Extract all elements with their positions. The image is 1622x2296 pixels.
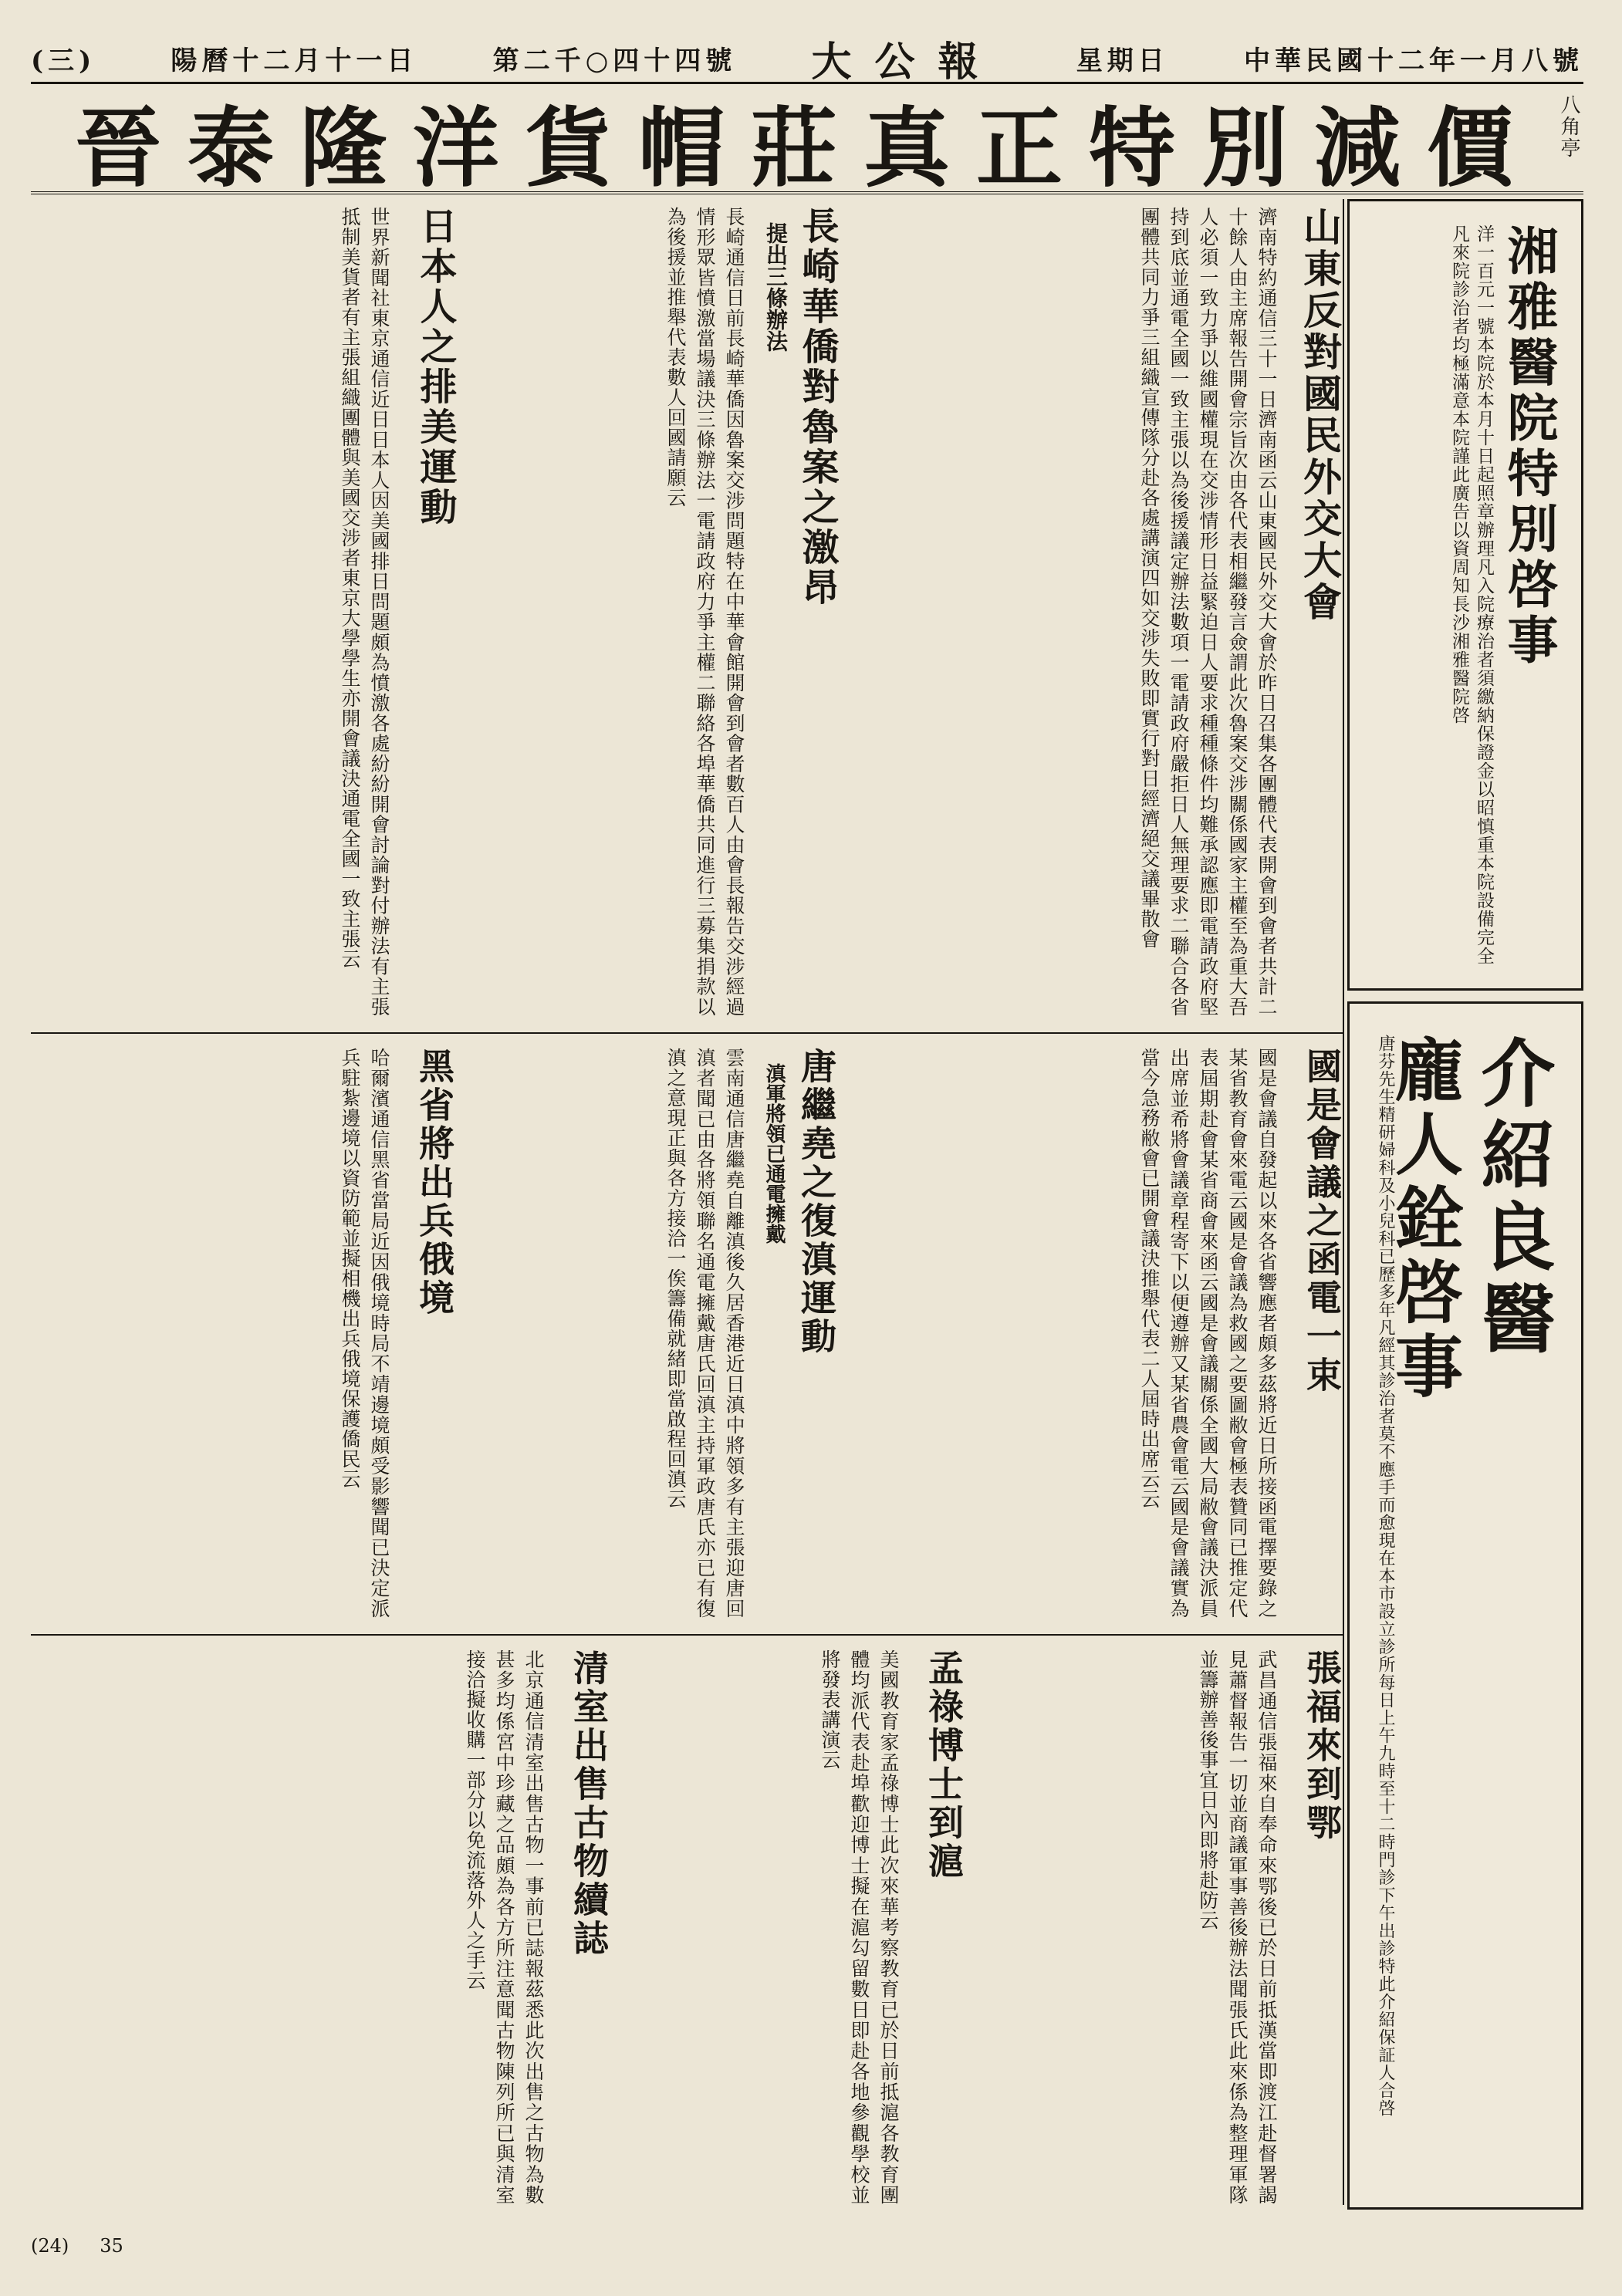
notice-ad-body: 唐芬先生精研婦科及小兒科已歷多年凡經其診治者莫不應手而愈現在本市設立診所每日上午九時至十二時門診下午出診特此介紹保証人合啓 xyxy=(1376,1035,1395,2117)
article-shandong-body: 濟南特約通信三十一日濟南函云山東國民外交大會於昨日召集各團體代表開會到會者共計二十餘人由主席報告開會宗旨次由各代表相繼發言僉謂此次魯案交涉關係國家主權至為重大吾人必須一致力爭以維國權現在交涉情形日益緊迫日人要求種種條件均難承認應即電請政府堅持到底並通電全國一致主張以為後援議定辦法數項一電請政府嚴拒日人無理要求二聯合各省團體共同力爭三組織宣傳隊分赴各處講演四如交涉失敗即實行對日經濟絕交議畢散會 xyxy=(1138,207,1278,1017)
headline-nagasaki: 長崎華僑對魯案之激昂 xyxy=(796,207,839,608)
footer-left-number: (24) xyxy=(31,2235,69,2257)
masthead xyxy=(31,34,1583,84)
masthead-paper-name: 大公報 xyxy=(811,38,1002,86)
article-qingshi-body: 北京通信清室出售古物一事前已誌報茲悉此次出售之古物為數甚多均係宮中珍藏之品頗為各方所注意聞古物陳列所已與清室接洽擬收購一部分以免流落外人之手云 xyxy=(464,1649,545,2205)
notice-ad-box xyxy=(1347,1001,1583,2210)
right-ad-box xyxy=(1347,199,1583,991)
masthead-page-number: (三) xyxy=(31,45,96,76)
columns-area xyxy=(31,199,1583,2220)
right-ad-title: 湘雅醫院特別啓事 xyxy=(1499,225,1559,669)
headline-tang-sub: 滇軍將領已通電擁戴 xyxy=(762,1063,786,1244)
banner-corner-tag: 八角亭 xyxy=(1557,94,1580,159)
headline-tang: 唐繼堯之復滇運動 xyxy=(796,1048,837,1356)
right-ad-body: 洋一百元一號本院於本月十日起照章辦理凡入院療治者須繳納保證金以昭慎重本院設備完全凡來院診治者均極滿意本院謹此廣告以資周知長沙湘雅醫院啓 xyxy=(1449,225,1494,965)
footer-right-number: 35 xyxy=(100,2235,123,2257)
notice-ad-sub-title: 龐人銓啓事 xyxy=(1384,1035,1465,1405)
notice-ad-title: 介紹良醫 xyxy=(1469,1035,1556,1362)
article-zhang-body: 武昌通信張福來自奉命來鄂後已於日前抵漢當即渡江赴督署謁見蕭督報告一切並商議軍事善後辦法聞張氏此來係為整理軍隊並籌辦善後事宜日內即將赴防云 xyxy=(1197,1649,1278,2205)
headline-zhang: 張福來到鄂 xyxy=(1301,1649,1343,1842)
headline-qingshi: 清室出售古物續誌 xyxy=(568,1649,610,1958)
article-monroe-body: 美國教育家孟祿博士此次來華考察教育已於日前抵滬各教育團體均派代表赴埠歡迎博士擬在滬勾留數日即赴各地參觀學校並將發表講演云 xyxy=(819,1649,900,2205)
row-rule-2 xyxy=(31,1634,1343,1636)
article-nagasaki-body: 長崎通信日前長崎華僑因魯案交涉問題特在中華會館開會到會者數百人由會長報告交涉經過情形眾皆憤激當場議決三條辦法一電請政府力爭主權二聯絡各埠華僑共同進行三募集捐款以為後援並推舉代表數人回國請願云 xyxy=(664,207,745,1017)
headline-monroe: 孟祿博士到滬 xyxy=(923,1649,965,1881)
headline-heisheng: 黑省將出兵俄境 xyxy=(414,1048,455,1318)
headline-shandong: 山東反對國民外交大會 xyxy=(1297,207,1343,623)
banner-text: 晉泰隆洋貨帽莊真正特別減價 xyxy=(75,97,1539,199)
top-banner-ad xyxy=(31,91,1583,199)
headline-japan: 日本人之排美運動 xyxy=(414,207,457,528)
masthead-issue-number: 第二千○四十四號 xyxy=(492,45,737,76)
headline-guoshi: 國是會議之函電一束 xyxy=(1301,1048,1343,1395)
headline-nagasaki-sub: 提出三條辦法 xyxy=(763,222,789,352)
article-tang-body: 雲南通信唐繼堯自離滇後久居香港近日滇中將領多有主張迎唐回滇者聞已由各將領聯名通電擁戴唐氏回滇主持軍政唐氏亦已有復滇之意現正與各方接洽一俟籌備就緒即當啟程回滇云 xyxy=(664,1048,745,1619)
article-heisheng-body: 哈爾濱通信黑省當局近因俄境時局不靖邊境頗受影響聞已決定派兵駐紮邊境以資防範並擬相機出兵俄境保護僑民云 xyxy=(339,1048,390,1619)
article-guoshi-body: 國是會議自發起以來各省響應者頗多茲將近日所接函電擇要錄之某省教育會來電云國是會議為救國之要圖敝會極表贊同已推定代表屆期赴會某省商會來函云國是會議關係全國大局敝會議決派員出席並希將會議章程寄下以便遵辦又某省農會電云國是會議實為當今急務敝會已開會議決推舉代表二人屆時出席云云 xyxy=(1138,1048,1278,1619)
masthead-date-western: 陽曆十二月十一日 xyxy=(171,45,418,76)
article-japan-body: 世界新聞社東京通信近日日本人因美國排日問題頗為憤激各處紛紛開會討論對付辦法有主張抵制美貨者有主張組織團體與美國交涉者東京大學學生亦開會議決通電全國一致主張云 xyxy=(339,207,390,1017)
masthead-weekday: 星期日 xyxy=(1076,45,1169,76)
page-footer xyxy=(31,2227,1583,2265)
masthead-date-republic: 中華民國十二年一月八號 xyxy=(1243,45,1583,76)
row-rule-1 xyxy=(31,1032,1343,1034)
